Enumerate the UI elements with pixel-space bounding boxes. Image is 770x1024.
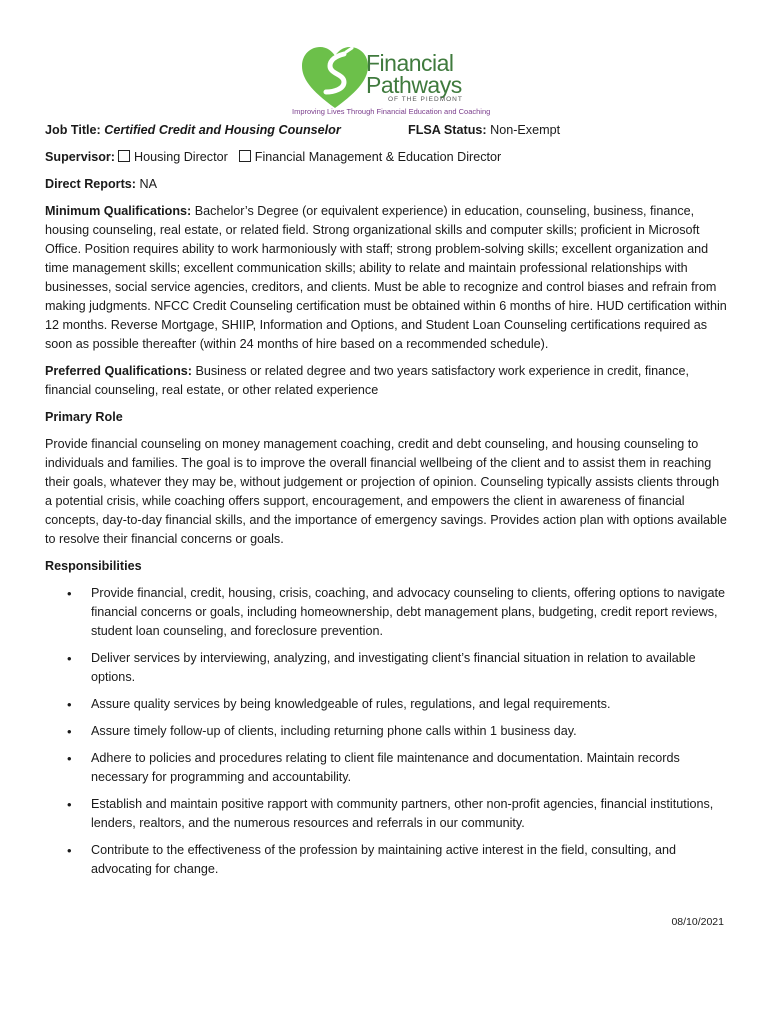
financial-pathways-logo [292, 40, 491, 120]
direct-reports-label: Direct Reports: [45, 177, 136, 191]
bullet-icon: • [67, 724, 72, 739]
job-title-label: Job Title: [45, 123, 101, 137]
direct-reports-value: NA [139, 177, 157, 191]
supervisor-row [45, 148, 729, 167]
list-item [45, 749, 729, 787]
bullet-icon: • [67, 697, 72, 712]
min-qual-label: Minimum Qualifications: [45, 204, 192, 218]
list-item-text: Assure timely follow-up of clients, including returning phone calls within 1 business day. [91, 724, 577, 738]
list-item-text: Provide financial, credit, housing, crisis, coaching, and advocacy counseling to clients, offering options to navigate financial concerns or goals, including homeownership, debt management plans, budgeting, credit report reviews, student loan counseling, and foreclosure prevention. [91, 586, 726, 638]
list-item [45, 841, 729, 879]
flsa-value: Non-Exempt [490, 123, 561, 137]
bullet-icon: • [67, 843, 72, 858]
job-title-value: Certified Credit and Housing Counselor [104, 123, 341, 137]
list-item [45, 649, 729, 687]
supervisor-label: Supervisor: [45, 150, 115, 164]
list-item [45, 722, 729, 741]
responsibilities-list [45, 584, 729, 879]
logo-name-line1: Financial [366, 50, 454, 76]
list-item-text: Adhere to policies and procedures relating to client file maintenance and documentation. Maintain records necessary for programming and accountability. [91, 751, 680, 784]
list-item-text: Assure quality services by being knowledgeable of rules, regulations, and legal requirements. [91, 697, 611, 711]
bullet-icon: • [67, 797, 72, 812]
direct-reports-row [45, 175, 729, 194]
job-title-row [45, 121, 729, 140]
minimum-qualifications [45, 202, 729, 354]
supervisor-option-fme: Financial Management & Education Director [254, 150, 502, 164]
preferred-qualifications [45, 362, 729, 400]
list-item [45, 584, 729, 641]
flsa-label: FLSA Status: [408, 123, 487, 137]
fme-director-checkbox[interactable] [239, 150, 251, 162]
pref-qual-label: Preferred Qualifications: [45, 364, 192, 378]
list-item [45, 795, 729, 833]
list-item [45, 695, 729, 714]
document-body [45, 121, 729, 887]
housing-director-checkbox[interactable] [118, 150, 130, 162]
list-item-text: Contribute to the effectiveness of the profession by maintaining active interest in the field, consulting, and advocating for change. [91, 843, 677, 876]
bullet-icon: • [67, 586, 72, 601]
logo-subtitle: OF THE PIEDMONT [388, 96, 463, 103]
document-date: 08/10/2021 [671, 916, 724, 928]
logo-name-line2: Pathways [366, 72, 462, 98]
heart-logo-icon [300, 44, 370, 114]
bullet-icon: • [67, 651, 72, 666]
min-qual-text: Bachelor’s Degree (or equivalent experience) in education, counseling, business, finance, housing counseling, real estate, or related field. Strong organizational skills and computer skills; proficient in Microsoft Office. Position requires ability to work harmoniously with staff; strong problem-solving skills; excellent organization and time management skills; excellent communication skills; ability to relate and maintain professional relationships with businesses, social service agencies, creditors, and clients. Must be able to recognize and control biases and refrain from making judgments. NFCC Credit Counseling certification must be obtained within 6 months of hire. HUD certification within 12 months. Reverse Mortgage, SHIIP, Information and Options, and Student Loan Counseling certifications required as soon as possible thereafter (within 24 months of hire based on a recommended schedule). [45, 204, 727, 351]
bullet-icon: • [67, 751, 72, 766]
flsa-status [408, 121, 560, 140]
primary-role-heading: Primary Role [45, 410, 123, 424]
primary-role-text: Provide financial counseling on money management coaching, credit and debt counseling, and housing counseling to individuals and families. The goal is to improve the overall financial wellbeing of the client and to assist them in reaching their goals, whatever they may be, without judgement or projection of opinion. Counseling typically assists clients through a potential crisis, while coaching offers support, encouragement, and empowers the client in awareness of financial concepts, day-to-day financial skills, and the importance of emergency savings. Provides action plan with options available to resolve their financial concerns or goals. [45, 437, 727, 546]
list-item-text: Establish and maintain positive rapport with community partners, other non-profit agencies, financial institutions, lenders, realtors, and the numerous resources and referrals in our community. [91, 797, 714, 830]
supervisor-option-housing: Housing Director [134, 150, 228, 164]
logo-tagline: Improving Lives Through Financial Education and Coaching [292, 107, 491, 116]
pref-qual-text: Business or related degree and two years satisfactory work experience in credit, finance, financial counseling, real estate, or other related experience [45, 364, 689, 397]
list-item-text: Deliver services by interviewing, analyzing, and investigating client’s financial situation in relation to available options. [91, 651, 696, 684]
responsibilities-heading: Responsibilities [45, 559, 142, 573]
